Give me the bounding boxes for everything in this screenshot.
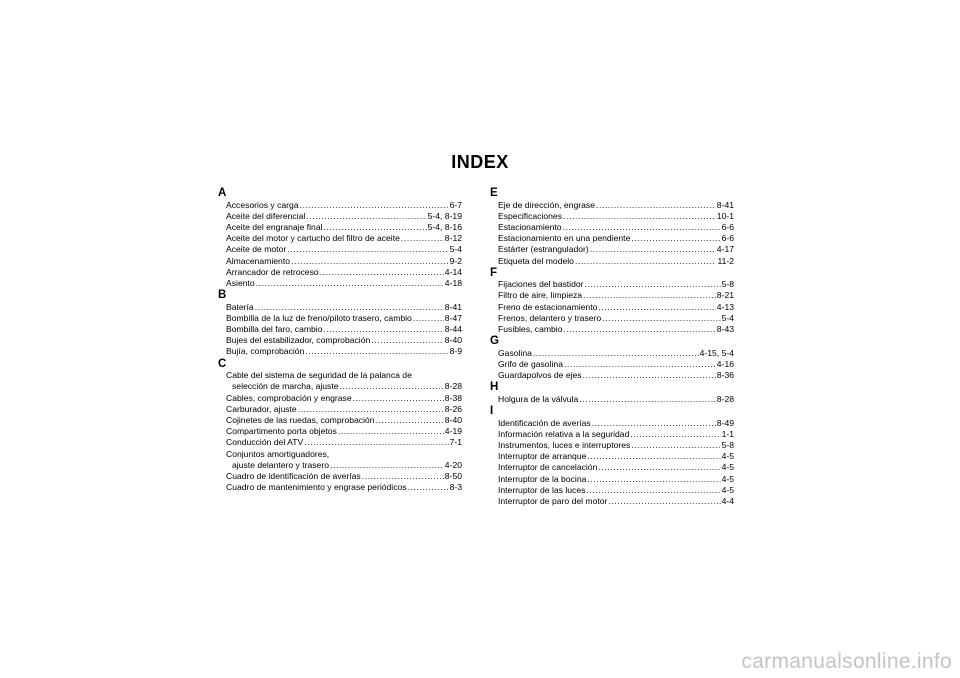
dot-leader: [408, 482, 449, 493]
index-entry-page: 5-8: [721, 279, 734, 290]
index-entry-text: Freno de estacionamiento: [498, 301, 598, 312]
index-entry: [218, 256, 462, 267]
index-entry: [218, 302, 462, 313]
dot-leader: [587, 474, 720, 485]
index-entry-page: 8-50: [444, 470, 462, 481]
index-entry: [490, 313, 734, 324]
index-entry-text: Holgura de la válvula: [498, 393, 579, 404]
index-entry-page: 4-13: [716, 301, 734, 312]
dot-leader: [579, 394, 716, 405]
dot-leader: [585, 279, 721, 290]
index-entry-text: Identificación de averías: [498, 417, 591, 428]
index-entry-text: Interruptor de las luces: [498, 484, 586, 495]
index-column-left: [218, 187, 462, 493]
index-entry: [218, 267, 462, 278]
index-entry-text: Bujía, comprobación: [226, 346, 305, 357]
index-entry: [490, 222, 734, 233]
index-entry-text: selección de marcha, ajuste: [232, 381, 339, 392]
dot-leader: [564, 359, 716, 370]
dot-leader: [353, 393, 444, 404]
index-entry-page: 4-5: [721, 484, 734, 495]
dot-leader: [563, 222, 721, 233]
dot-leader: [575, 256, 716, 267]
index-entry-text: Fusibles, cambio: [498, 324, 563, 335]
index-entry: [490, 429, 734, 440]
index-entry-text: Estárter (estrangulador): [498, 244, 589, 255]
dot-leader: [413, 313, 444, 324]
dot-leader: [602, 313, 720, 324]
index-entry: [490, 256, 734, 267]
index-entry-text: Arrancador de retroceso: [226, 266, 319, 277]
index-entry-text: Interruptor de paro del motor: [498, 495, 608, 506]
index-entry: [218, 415, 462, 426]
index-entry: [490, 462, 734, 473]
index-entry-page: 8-40: [444, 335, 462, 346]
index-entry: [490, 394, 734, 405]
index-entry-page: 5-4, 8-19: [427, 210, 462, 221]
dot-leader: [291, 256, 449, 267]
index-entry-text: Estacionamiento en una pendiente: [498, 233, 631, 244]
index-entry-page: 8-36: [716, 370, 734, 381]
index-entry-page: 8-38: [444, 392, 462, 403]
index-entry-text: Bombilla del faro, cambio: [226, 324, 323, 335]
index-entry-page: 8-41: [716, 199, 734, 210]
index-entry: [490, 348, 734, 359]
index-entry-page: 8-43: [716, 324, 734, 335]
dot-leader: [376, 415, 444, 426]
index-entry-text: Interruptor de arranque: [498, 451, 587, 462]
dot-leader: [596, 200, 716, 211]
dot-leader: [563, 324, 715, 335]
index-entry-page: 4-20: [444, 459, 462, 470]
index-letter: E: [490, 187, 498, 199]
index-entry-page: 6-6: [721, 233, 734, 244]
index-entry-page: 8-40: [444, 414, 462, 425]
dot-leader: [320, 267, 444, 278]
index-entry-page: 8-26: [444, 403, 462, 414]
index-entry: [218, 426, 462, 437]
dot-leader: [533, 348, 699, 359]
index-entry: [490, 370, 734, 381]
dot-leader: [255, 302, 444, 313]
index-entry-text: Gasolina: [498, 347, 532, 358]
index-column-right: [490, 187, 734, 507]
index-entry: [218, 222, 462, 233]
index-entry-text: Instrumentos, luces e interruptores: [498, 439, 631, 450]
index-entry-text: Aceite de motor: [226, 244, 287, 255]
dot-leader: [362, 471, 444, 482]
index-entry-page: 4-14: [444, 266, 462, 277]
dot-leader: [287, 244, 448, 255]
index-entry-text: Guardapolvos de ejes: [498, 370, 582, 381]
index-entry-text: Filtro de aire, limpieza: [498, 290, 583, 301]
index-entry-text: Accesorios y carga: [226, 199, 299, 210]
index-entry: [490, 302, 734, 313]
index-entry-text: Información relativa a la seguridad: [498, 428, 630, 439]
dot-leader: [306, 211, 426, 222]
index-entry-text: Batería: [226, 301, 254, 312]
index-entry-page: 8-28: [444, 381, 462, 392]
index-entry-page: 6-6: [721, 221, 734, 232]
dot-leader: [371, 335, 444, 346]
index-entry-text: Etiqueta del modelo: [498, 255, 574, 266]
index-entry-line: Conjuntos amortiguadores,: [226, 448, 330, 459]
dot-leader: [298, 404, 444, 415]
index-entry-text: Interruptor de cancelación: [498, 462, 598, 473]
dot-leader: [586, 485, 720, 496]
index-entry: [490, 418, 734, 429]
index-entry: [490, 496, 734, 507]
index-entry-text: Aceite del diferencial: [226, 210, 306, 221]
index-entry-page: 10-1: [716, 210, 734, 221]
index-entry-page: 5-4: [449, 244, 462, 255]
dot-leader: [256, 278, 444, 289]
index-entry-page: 5-4: [721, 312, 734, 323]
index-letter: C: [218, 357, 227, 370]
index-entry-text: Grifo de gasolina: [498, 358, 563, 369]
index-entry: [490, 244, 734, 255]
index-entry-page: 4-16: [716, 358, 734, 369]
index-entry: [490, 474, 734, 485]
dot-leader: [324, 222, 427, 233]
index-entry: [490, 290, 734, 301]
dot-leader: [631, 440, 720, 451]
dot-leader: [563, 211, 716, 222]
index-entry: [218, 244, 462, 255]
index-entry-text: Fijaciones del bastidor: [498, 279, 584, 290]
index-entry: [490, 211, 734, 222]
index-entry-text: Interruptor de la bocina: [498, 473, 587, 484]
index-entry-text: Cuadro de mantenimiento y engrase periódicos: [226, 482, 407, 493]
index-entry-text: Bombilla de la luz de freno/piloto trasero, cambio: [226, 312, 412, 323]
dot-leader: [324, 324, 444, 335]
dot-leader: [305, 346, 448, 357]
index-entry-text: Cuadro de identificación de averías: [226, 470, 361, 481]
index-entry: [218, 233, 462, 244]
index-entry-text: Bujes del estabilizador, comprobación: [226, 335, 371, 346]
dot-leader: [598, 302, 715, 313]
index-entry-text: Cojinetes de las ruedas, comprobación: [226, 414, 375, 425]
dot-leader: [631, 233, 720, 244]
index-entry: [218, 482, 462, 493]
index-entry-text: Cables, comprobación y engrase: [226, 392, 352, 403]
index-entry-page: 8-12: [444, 233, 462, 244]
index-entry-page: 4-5: [721, 473, 734, 484]
index-entry-page: 8-21: [716, 290, 734, 301]
index-entry: [490, 200, 734, 211]
index-entry-page: 4-17: [716, 244, 734, 255]
index-entry: [218, 313, 462, 324]
dot-leader: [583, 290, 716, 301]
index-entry-text: ajuste delantero y trasero: [232, 459, 329, 470]
index-entry: [490, 279, 734, 290]
dot-leader: [587, 451, 720, 462]
index-entry-text: Almacenamiento: [226, 255, 291, 266]
index-entry-text: Frenos, delantero y trasero: [498, 312, 602, 323]
index-entry: [218, 404, 462, 415]
dot-leader: [304, 437, 448, 448]
index-letter: I: [490, 405, 494, 418]
dot-leader: [630, 429, 720, 440]
index-entry-line: Cable del sistema de seguridad de la palanca de: [226, 370, 412, 381]
index-letter: G: [490, 335, 499, 348]
index-letter: B: [218, 289, 227, 302]
index-entry: [218, 381, 462, 392]
index-entry-page: 8-41: [444, 301, 462, 312]
index-entry-page: 8-3: [449, 482, 462, 493]
index-letter: H: [490, 381, 499, 394]
watermark-text: carmanualsonline.info: [741, 650, 952, 673]
index-entry-page: 4-5: [721, 451, 734, 462]
index-entry-page: 8-44: [444, 324, 462, 335]
index-entry: [218, 346, 462, 357]
index-entry-page: 5-8: [721, 439, 734, 450]
index-entry-page: 4-18: [444, 277, 462, 288]
index-entry-text: Asiento: [226, 277, 255, 288]
index-entry-page: 8-47: [444, 312, 462, 323]
index-entry: [218, 278, 462, 289]
index-entry-text: Aceite del motor y cartucho del filtro de aceite: [226, 233, 400, 244]
dot-leader: [583, 370, 716, 381]
index-entry-text: Compartimento porta objetos: [226, 426, 337, 437]
dot-leader: [401, 233, 444, 244]
index-entry-page: 4-19: [444, 426, 462, 437]
index-entry-text: Aceite del engranaje final: [226, 221, 323, 232]
index-entry-page: 11-2: [717, 255, 734, 266]
dot-leader: [592, 418, 716, 429]
dot-leader: [598, 462, 720, 473]
index-entry-page: 8-9: [449, 346, 462, 357]
index-entry-page: 8-49: [716, 417, 734, 428]
index-entry: [490, 440, 734, 451]
index-entry-page: 6-7: [449, 199, 462, 210]
index-entry: [218, 324, 462, 335]
index-entry: [218, 200, 462, 211]
index-entry-page: 4-4: [721, 495, 734, 506]
index-entry-page: 5-4, 8-16: [427, 221, 462, 232]
index-entry-page: 1-1: [721, 428, 734, 439]
index-entry-page: 8-28: [716, 393, 734, 404]
index-entry-text: Eje de dirección, engrase: [498, 199, 595, 210]
index-entry: [218, 471, 462, 482]
index-entry: [490, 233, 734, 244]
index-entry-page: 4-15, 5-4: [699, 347, 734, 358]
index-letter: A: [218, 187, 227, 199]
index-entry-page: 7-1: [449, 437, 462, 448]
page-title: INDEX: [451, 152, 509, 172]
index-entry-text: Conducción del ATV: [226, 437, 304, 448]
index-entry: [490, 324, 734, 335]
dot-leader: [300, 200, 449, 211]
index-letter: F: [490, 266, 498, 279]
index-entry: [218, 393, 462, 404]
dot-leader: [340, 381, 444, 392]
index-entry: [218, 211, 462, 222]
dot-leader: [590, 244, 716, 255]
index-entry-page: 9-2: [449, 255, 462, 266]
index-entry-text: Especificaciones: [498, 210, 563, 221]
dot-leader: [338, 426, 444, 437]
index-entry: [490, 359, 734, 370]
index-entry-page: 4-5: [721, 462, 734, 473]
index-entry: [218, 460, 462, 471]
dot-leader: [608, 496, 720, 507]
index-entry: [490, 451, 734, 462]
index-entry: [218, 437, 462, 448]
index-entry: [490, 485, 734, 496]
index-entry-text: Carburador, ajuste: [226, 403, 297, 414]
index-entry: [218, 335, 462, 346]
index-entry-text: Estacionamiento: [498, 221, 562, 232]
dot-leader: [330, 460, 444, 471]
